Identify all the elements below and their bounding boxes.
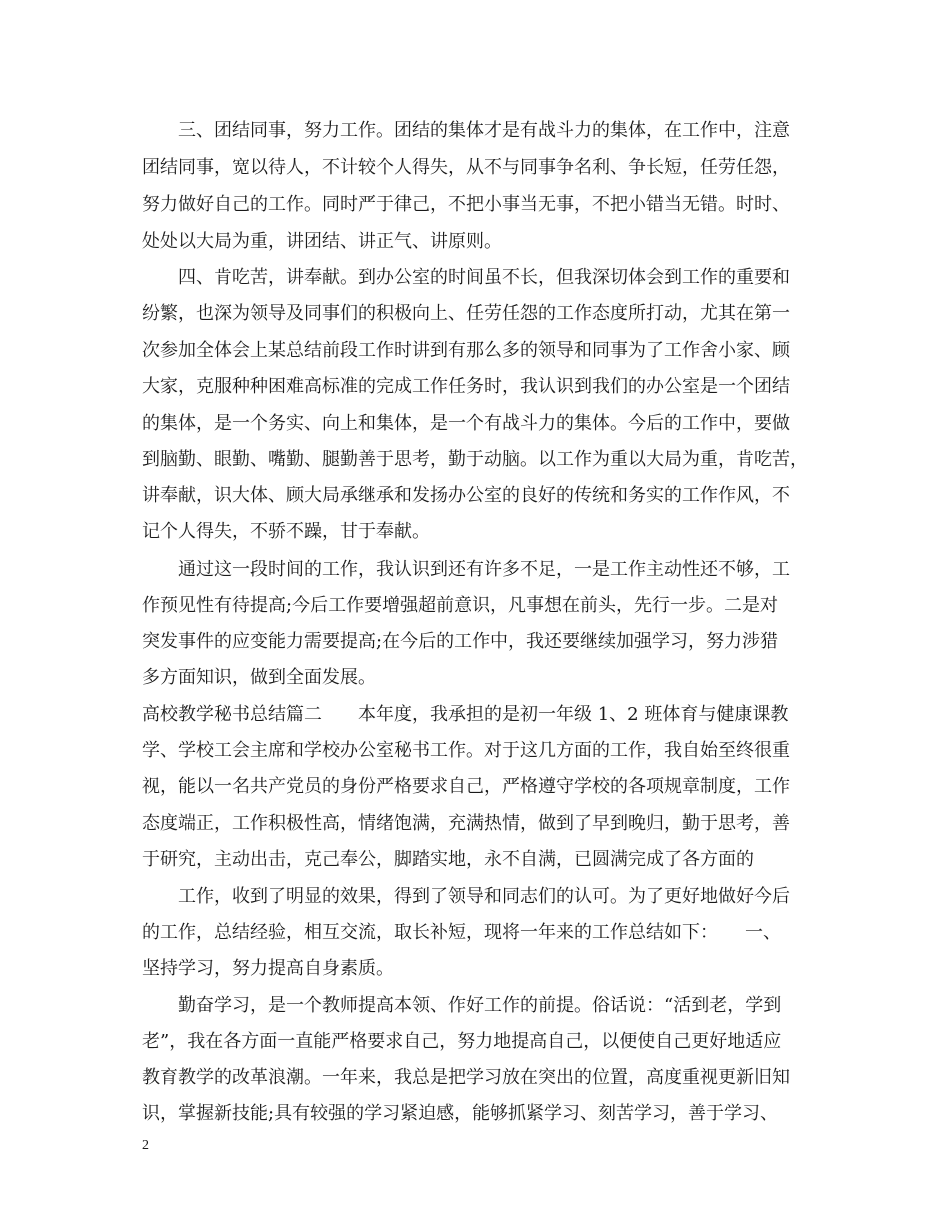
text-line: 的工作，总结经验，相互交流，取长补短，现将一年来的工作总结如下： 一、 <box>142 922 781 943</box>
text-line: 到脑勤、眼勤、嘴勤、腿勤善于思考，勤于动脑。以工作为重以大局为重，肯吃苦， <box>142 449 808 470</box>
text-line: 四、肯吃苦，讲奉献。到办公室的时间虽不长，但我深切体会到工作的重要和 <box>178 267 790 288</box>
text-line: 记个人得失，不骄不躁，甘于奉献。 <box>142 521 430 542</box>
text-line: 三、团结同事，努力工作。团结的集体才是有战斗力的集体，在工作中，注意 <box>178 120 790 141</box>
text-line: 勤奋学习，是一个教师提高本领、作好工作的前提。俗话说：“活到老，学到 <box>178 995 782 1016</box>
page-number: 2 <box>142 1138 149 1153</box>
text-line: 次参加全体会上某总结前段工作时讲到有那么多的领导和同事为了工作舍小家、顾 <box>142 340 790 361</box>
text-line: 处处以大局为重，讲团结、讲正气、讲原则。 <box>142 231 502 252</box>
text-line: 突发事件的应变能力需要提高;在今后的工作中，我还要继续加强学习，努力涉猎 <box>142 631 779 652</box>
text-line: 学、学校工会主席和学校办公室秘书工作。对于这几方面的工作，我自始至终很重 <box>142 740 790 761</box>
text-line: 教育教学的改革浪潮。一年来，我总是把学习放在突出的位置，高度重视更新旧知 <box>142 1067 790 1088</box>
text-line: 讲奉献，识大体、顾大局承继承和发扬办公室的良好的传统和务实的工作作风，不 <box>142 485 790 506</box>
text-line: 努力做好自己的工作。同时严于律己，不把小事当无事，不把小错当无错。时时、 <box>142 194 790 215</box>
text-line: 态度端正，工作积极性高，情绪饱满，充满热情，做到了早到晚归，勤于思考，善 <box>142 813 790 834</box>
text-line: 的集体，是一个务实、向上和集体，是一个有战斗力的集体。今后的工作中，要做 <box>142 413 790 434</box>
text-line: 团结同事，宽以待人，不计较个人得失，从不与同事争名利、争长短，任劳任怨， <box>142 157 790 178</box>
section-heading-line: 高校教学秘书总结篇二 本年度，我承担的是初一年级 1、2 班体育与健康课教 <box>142 704 789 725</box>
text-line: 通过这一段时间的工作，我认识到还有许多不足，一是工作主动性还不够，工 <box>178 559 790 580</box>
text-line: 工作，收到了明显的效果，得到了领导和同志们的认可。为了更好地做好今后 <box>178 886 790 907</box>
text-line: 多方面知识，做到全面发展。 <box>142 667 376 688</box>
text-line: 老”，我在各方面一直能严格要求自己，努力地提高自己，以便使自己更好地适应 <box>142 1031 782 1052</box>
text-line: 于研究，主动出击，克己奉公，脚踏实地，永不自满，已圆满完成了各方面的 <box>142 849 754 870</box>
text-line: 坚持学习，努力提高自身素质。 <box>142 958 394 979</box>
text-line: 视，能以一名共产党员的身份严格要求自己，严格遵守学校的各项规章制度，工作 <box>142 776 790 797</box>
text-line: 识，掌握新技能;具有较强的学习紧迫感，能够抓紧学习、刻苦学习，善于学习、 <box>142 1103 779 1124</box>
text-line: 纷繁，也深为领导及同事们的积极向上、任劳任怨的工作态度所打动，尤其在第一 <box>142 303 790 324</box>
text-line: 作预见性有待提高;今后工作要增强超前意识，凡事想在前头，先行一步。二是对 <box>142 595 779 616</box>
text-line: 大家，克服种种困难高标准的完成工作任务时，我认识到我们的办公室是一个团结 <box>142 376 790 397</box>
